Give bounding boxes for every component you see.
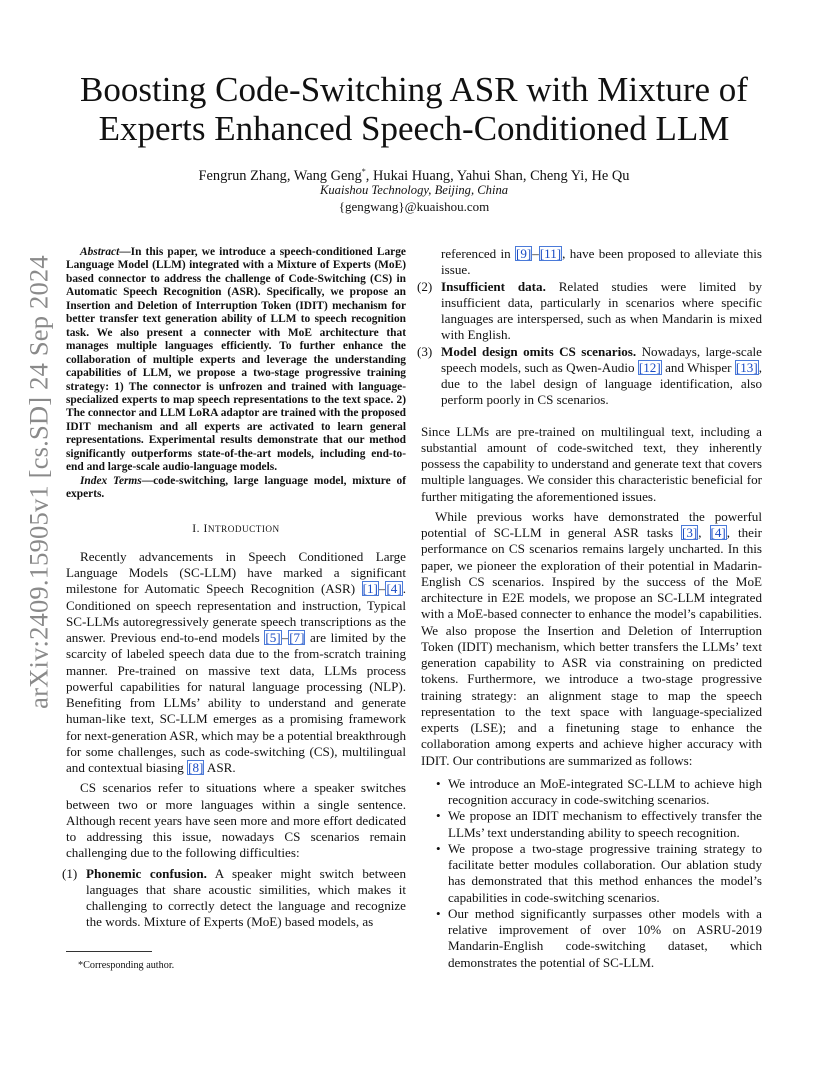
corresponding-mark: * xyxy=(361,167,366,176)
item-number: (2) xyxy=(417,278,433,294)
item-number: (3) xyxy=(417,343,433,359)
difficulty-list-continued xyxy=(417,246,762,409)
right-paragraph-2 xyxy=(421,509,762,769)
contribution-text: We propose an IDIT mechanism to effectively transfer the LLMs’ text understanding ability to speech recognition. xyxy=(448,808,762,840)
item-heading: Model design omits CS scenarios. xyxy=(441,343,637,359)
abstract-text: —In this paper, we introduce a speech-conditioned Large Language Model (LLM) integrated with a Mixture of Experts (MoE) based connector to address the challenge of Code-Switching (CS) in Automatic Speech Recognition (ASR). Specifically, we propose an Insertion and Deletion of Interruption Token (IDIT) mechanism for better transfer text generation ability of LLM to speech recognition task. We also present a connecter with MoE architecture that manages multiple languages efficiently. To further enhance the collaboration of multiple experts and leverage the understanding capabilities of LLM, we propose a two-stage progressive training strategy: 1) The connector is unfrozen and trained with language-specialized experts to map speech representations to the text space. 2) The connector and LLM LoRA adaptor are trained with the proposed IDIT mechanism and all experts are activated to learn general representations. Experimental results demonstrate that our method significantly outperforms state-of-the-art models, including end-to-end and large-scale audio-language models. xyxy=(66,246,406,474)
item-heading: Phonemic confusion. xyxy=(86,865,207,881)
text-span: Recently advancements in Speech Conditioned Large Language Models (SC-LLM) have marked a significant milestone for Automatic Speech Recognition (ASR) xyxy=(66,548,406,597)
text-span: , have been proposed to alleviate this issue. xyxy=(441,246,762,278)
text-span: . Conditioned on speech representation and instruction, Typical SC-LLMs autoregressively generate speech transcriptions as the answer. Previous end-to-end models xyxy=(66,581,406,646)
difficulty-item-1 xyxy=(62,865,406,931)
item-heading: Insufficient data. xyxy=(441,278,546,294)
item-text: , due to the label design of language identification, also perform poorly in CS scenarios. xyxy=(441,359,762,408)
index-terms-label: Index Terms xyxy=(80,474,142,487)
citation-link[interactable]: [9] xyxy=(515,246,532,261)
citation-link[interactable]: [4] xyxy=(386,581,402,597)
paper-title xyxy=(60,70,768,148)
text-span: ASR. xyxy=(204,760,236,776)
authors-before: Fengrun Zhang, Wang Geng xyxy=(198,167,362,184)
bullet-icon: • xyxy=(436,840,441,856)
left-column xyxy=(62,246,406,931)
item-text: Related studies were limited by insufficient data, particularly in scenarios where specific languages are interspersed, such as when Mandarin is mixed with English. xyxy=(441,278,762,343)
bullet-icon: • xyxy=(436,775,441,791)
item-text: and Whisper xyxy=(661,359,735,375)
difficulty-list xyxy=(62,865,406,931)
contribution-item xyxy=(421,808,762,841)
contribution-text: We propose a two-stage progressive training strategy to facilitate better modules collaboration. Our ablation study has demonstrated that this method enhances the model’s capabilities in code-switching scenarios. xyxy=(448,840,762,905)
abstract-label: Abstract xyxy=(80,246,120,258)
title-line-1: Boosting Code-Switching ASR with Mixture of xyxy=(80,70,748,109)
section-first-letter: I xyxy=(203,521,208,535)
contribution-item xyxy=(421,776,762,809)
difficulty-item-3 xyxy=(417,343,762,409)
contribution-item xyxy=(421,906,762,971)
difficulty-item-2 xyxy=(417,278,762,344)
citation-link[interactable]: [13] xyxy=(735,359,758,375)
citation-link[interactable]: [4] xyxy=(710,525,726,540)
bullet-icon: • xyxy=(436,808,441,824)
author-email: {gengwang}@kuaishou.com xyxy=(338,199,490,214)
item-number: (1) xyxy=(62,865,78,881)
title-line-2: Experts Enhanced Speech-Conditioned LLM xyxy=(98,109,730,148)
citation-link[interactable]: [7] xyxy=(289,630,305,646)
citation-link[interactable]: [5] xyxy=(265,630,281,646)
text-span: are limited by the scarcity of labeled speech data due to the from-scratch training manner. Pre-trained on massive text data, LLMs process powerful capabilities for natural language processing (NLP). Benefiting from LLMs’ ability to understand and generate human-like text, SC-LLM emerges as a promising framework for next-generation ASR, which may be a potential breakthrough for some challenges, such as code-switching (CS), multilingual and contextual biasing xyxy=(66,630,406,776)
authors-after: , Hukai Huang, Yahui Shan, Cheng Yi, He Qu xyxy=(365,167,630,184)
text-span: referenced in xyxy=(441,246,515,261)
contribution-list xyxy=(421,776,762,971)
right-paragraph-1: Since LLMs are pre-trained on multilingual text, including a substantial amount of code-switched text, they inherently possess the capability to understand and generate text that covers multiple languages. We consider this characteristic beneficial for further mitigating the aforementioned issues. xyxy=(421,423,762,504)
abstract xyxy=(66,246,406,475)
citation-link[interactable]: [11] xyxy=(539,246,562,261)
text-span: – xyxy=(378,581,386,597)
contribution-text: Our method significantly surpasses other models with a relative improvement of over 10% on ASRU-2019 Mandarin-English code-switching dataset, which demonstrates the potential of SC-LLM. xyxy=(448,905,762,970)
affiliation: Kuaishou Technology, Beijing, China xyxy=(319,183,509,197)
citation-link[interactable]: [12] xyxy=(638,359,661,375)
citation-link[interactable]: [1] xyxy=(362,581,378,597)
section-rest: NTRODUCTION xyxy=(207,523,280,534)
difficulty-item-1-continued xyxy=(421,246,762,279)
contribution-text: We introduce an MoE-integrated SC-LLM to achieve high recognition accuracy in code-switching scenarios. xyxy=(448,775,762,807)
arxiv-identifier xyxy=(22,255,56,709)
contribution-item xyxy=(421,841,762,906)
index-terms xyxy=(66,475,406,502)
footnote: *Corresponding author. xyxy=(78,960,175,971)
text-span: – xyxy=(532,246,539,261)
text-span: While previous works have demonstrated the powerful potential of SC-LLM in general ASR tasks xyxy=(421,508,762,540)
intro-paragraph-2: CS scenarios refer to situations where a speaker switches between two or more languages within a single sentence. Although recent years have seen more and more effort dedicated to addressing this issue, nowadays CS scenarios remain challenging due to the following difficulties: xyxy=(66,780,406,861)
citation-link[interactable]: [8] xyxy=(188,760,204,776)
intro-paragraph-1 xyxy=(66,549,406,777)
item-text: Nowadays, large-scale speech models, such as Qwen-Audio xyxy=(441,343,762,375)
text-span: – xyxy=(281,630,289,646)
section-heading-introduction xyxy=(66,521,406,537)
item-text: A speaker might switch between languages that share acoustic similities, which makes it challenging to correctly detect the language and recognize the words. Mixture of Experts (MoE) based models, as xyxy=(86,865,406,930)
citation-link[interactable]: [3] xyxy=(682,525,698,540)
footnote-rule xyxy=(66,951,152,952)
arxiv-id-text: arXiv:2409.15905v1 [cs.SD] 24 Sep 2024 xyxy=(23,255,54,709)
section-numeral: I. xyxy=(192,521,204,535)
bullet-icon: • xyxy=(436,905,441,921)
text-span: , their performance on CS scenarios remains largely uncharted. In this paper, we pioneer the exploration of their potential in Madarin-English CS scenarios. Inspired by the success of the MoE architecture in E2E models, we propose an SC-LLM integrated with a MoE-based connecter to enhance the model’s capabilities. We also propose the Insertion and Deletion of Interruption Token (IDIT) mechanism, which better transfers the LLMs’ text generation capability to ASR via constraining on predicted tokens. Furthermore, we introduce a two-stage progressive training strategy: an alignment stage to map the speech representation to the text space with language-specialized experts (LSE); and a finetuning stage to enhance the collaboration among experts and achieve higher accuracy with IDIT. Our contributions are summarized as follows: xyxy=(421,525,762,768)
index-terms-text: —code-switching, large language model, mixture of experts. xyxy=(66,474,406,501)
text-span: , xyxy=(698,525,710,540)
right-column xyxy=(417,246,762,971)
